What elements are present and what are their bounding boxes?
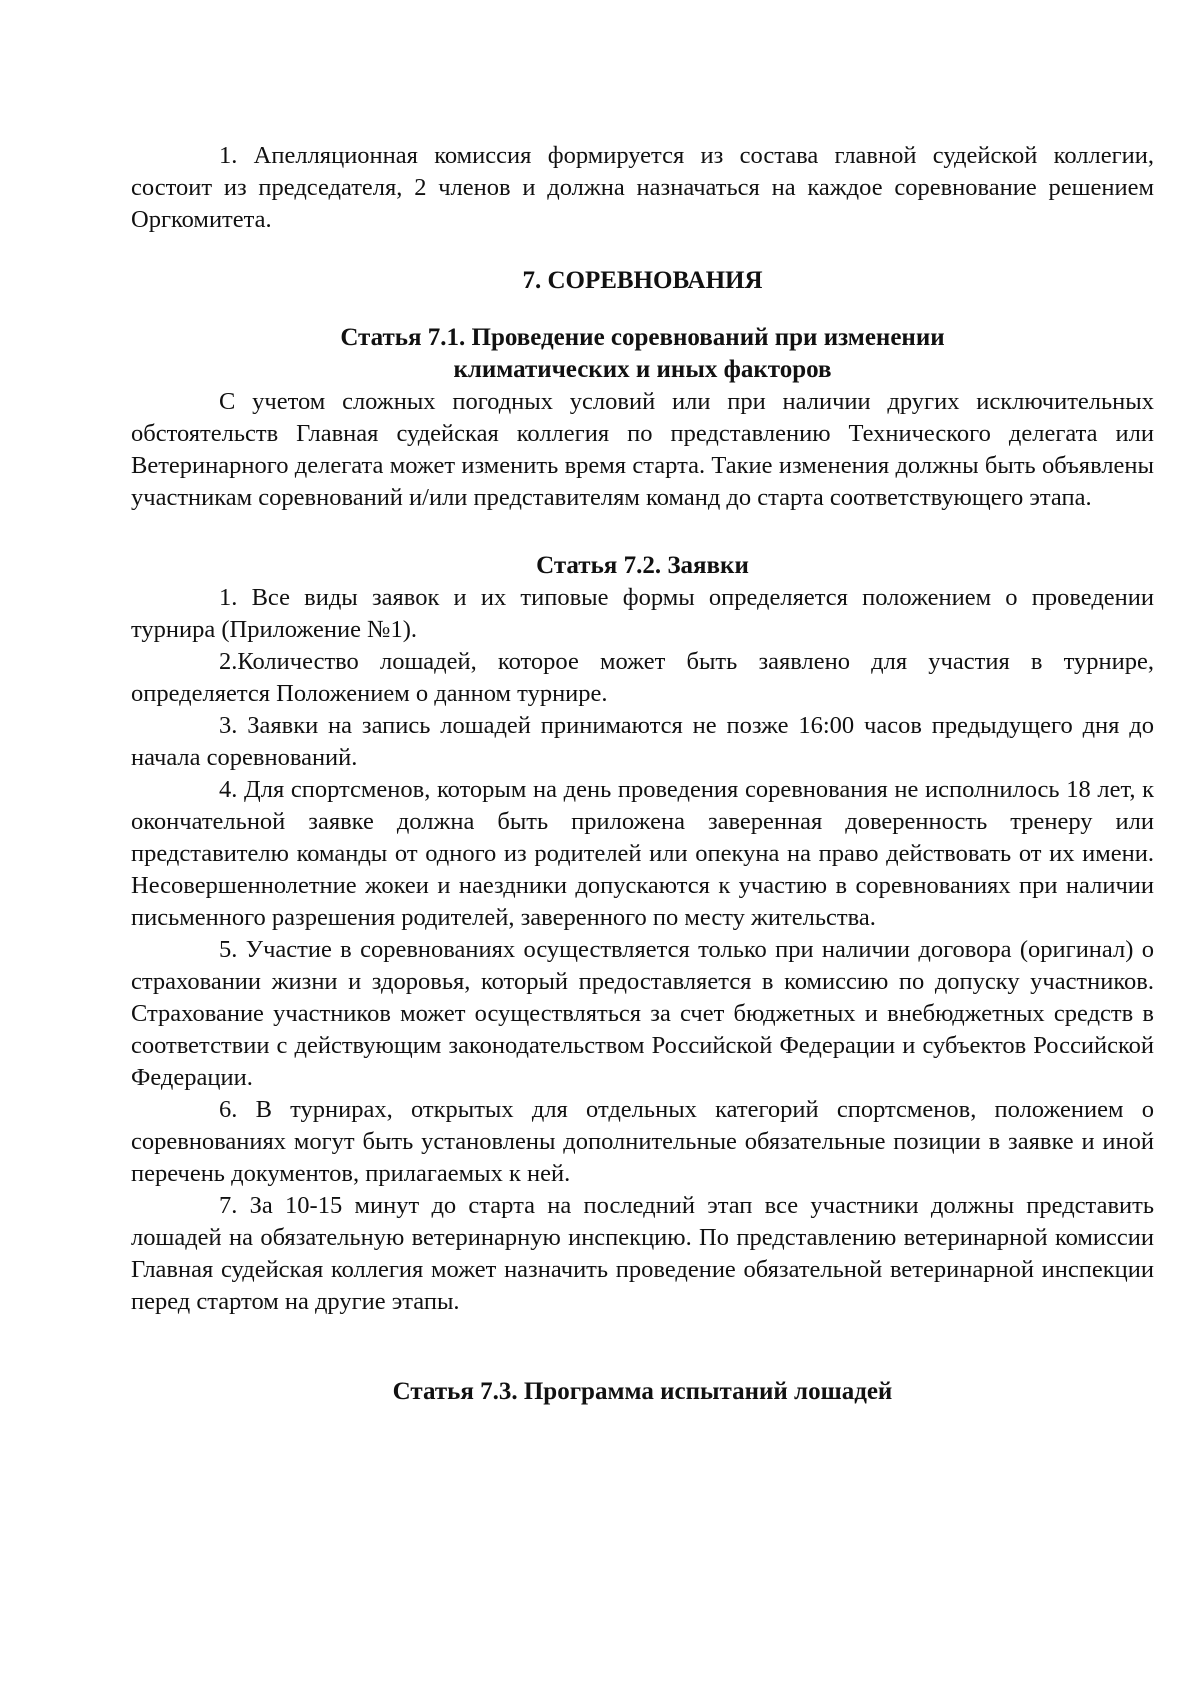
article-7-2-item-2: 2.Количество лошадей, которое может быть заявлено для участия в турнире, определяется Положением о данном турнире. <box>131 648 1154 707</box>
article-7-2-title: Статья 7.2. Заявки <box>536 552 749 579</box>
article-7-2-item-4: 4. Для спортсменов, которым на день проведения соревнования не исполнилось 18 лет, к окончательной заявке должна быть приложена заверенная доверенность тренеру или представителю команды от одного из родителей или опекуна на право действовать от их имени. Несовершеннолетние жокеи и наездники допускаются к участию в соревнованиях при наличии письменного разрешения родителей, заверенного по месту жительства. <box>131 776 1154 931</box>
article-7-1-title-line2: климатических и иных факторов <box>453 356 832 383</box>
article-7-2-item-6: 6. В турнирах, открытых для отдельных категорий спортсменов, положением о соревнованиях могут быть установлены дополнительные обязательные позиции в заявке и иной перечень документов, прилагаемых к ней. <box>131 1096 1154 1187</box>
article-7-1-paragraph: С учетом сложных погодных условий или при наличии других исключительных обстоятельств Главная судейская коллегия по представлению Технического делегата или Ветеринарного делегата может изменить время старта. Такие изменения должны быть объявлены участникам соревнований и/или представителям команд до старта соответствующего этапа. <box>131 388 1154 511</box>
article-7-2-item-1: 1. Все виды заявок и их типовые формы определяется положением о проведении турнира (Приложение №1). <box>131 584 1154 643</box>
article-7-2-item-7: 7. За 10-15 минут до старта на последний этап все участники должны представить лошадей на обязательную ветеринарную инспекцию. По представлению ветеринарной комиссии Главная судейская коллегия может назначить проведение обязательной ветеринарной инспекции перед стартом на другие этапы. <box>131 1192 1154 1315</box>
article-7-2-item-5: 5. Участие в соревнованиях осуществляется только при наличии договора (оригинал) о страховании жизни и здоровья, который предоставляется в комиссию по допуску участников. Страхование участников может осуществляться за счет бюджетных и внебюджетных средств в соответствии с действующим законодательством Российской Федерации и субъектов Российской Федерации. <box>131 936 1154 1091</box>
article-7-2-item-3: 3. Заявки на запись лошадей принимаются не позже 16:00 часов предыдущего дня до начала соревнований. <box>131 712 1154 771</box>
article-7-1-title <box>131 322 1154 386</box>
document-page <box>131 140 1154 1408</box>
article-7-1-title-line1: Статья 7.1. Проведение соревнований при изменении <box>340 324 945 351</box>
appeal-commission-paragraph: 1. Апелляционная комиссия формируется из состава главной судейской коллегии, состоит из председателя, 2 членов и должна назначаться на каждое соревнование решением Оргкомитета. <box>131 142 1154 233</box>
section-title: 7. СОРЕВНОВАНИЯ <box>522 267 763 294</box>
article-7-3-title: Статья 7.3. Программа испытаний лошадей <box>392 1378 893 1405</box>
